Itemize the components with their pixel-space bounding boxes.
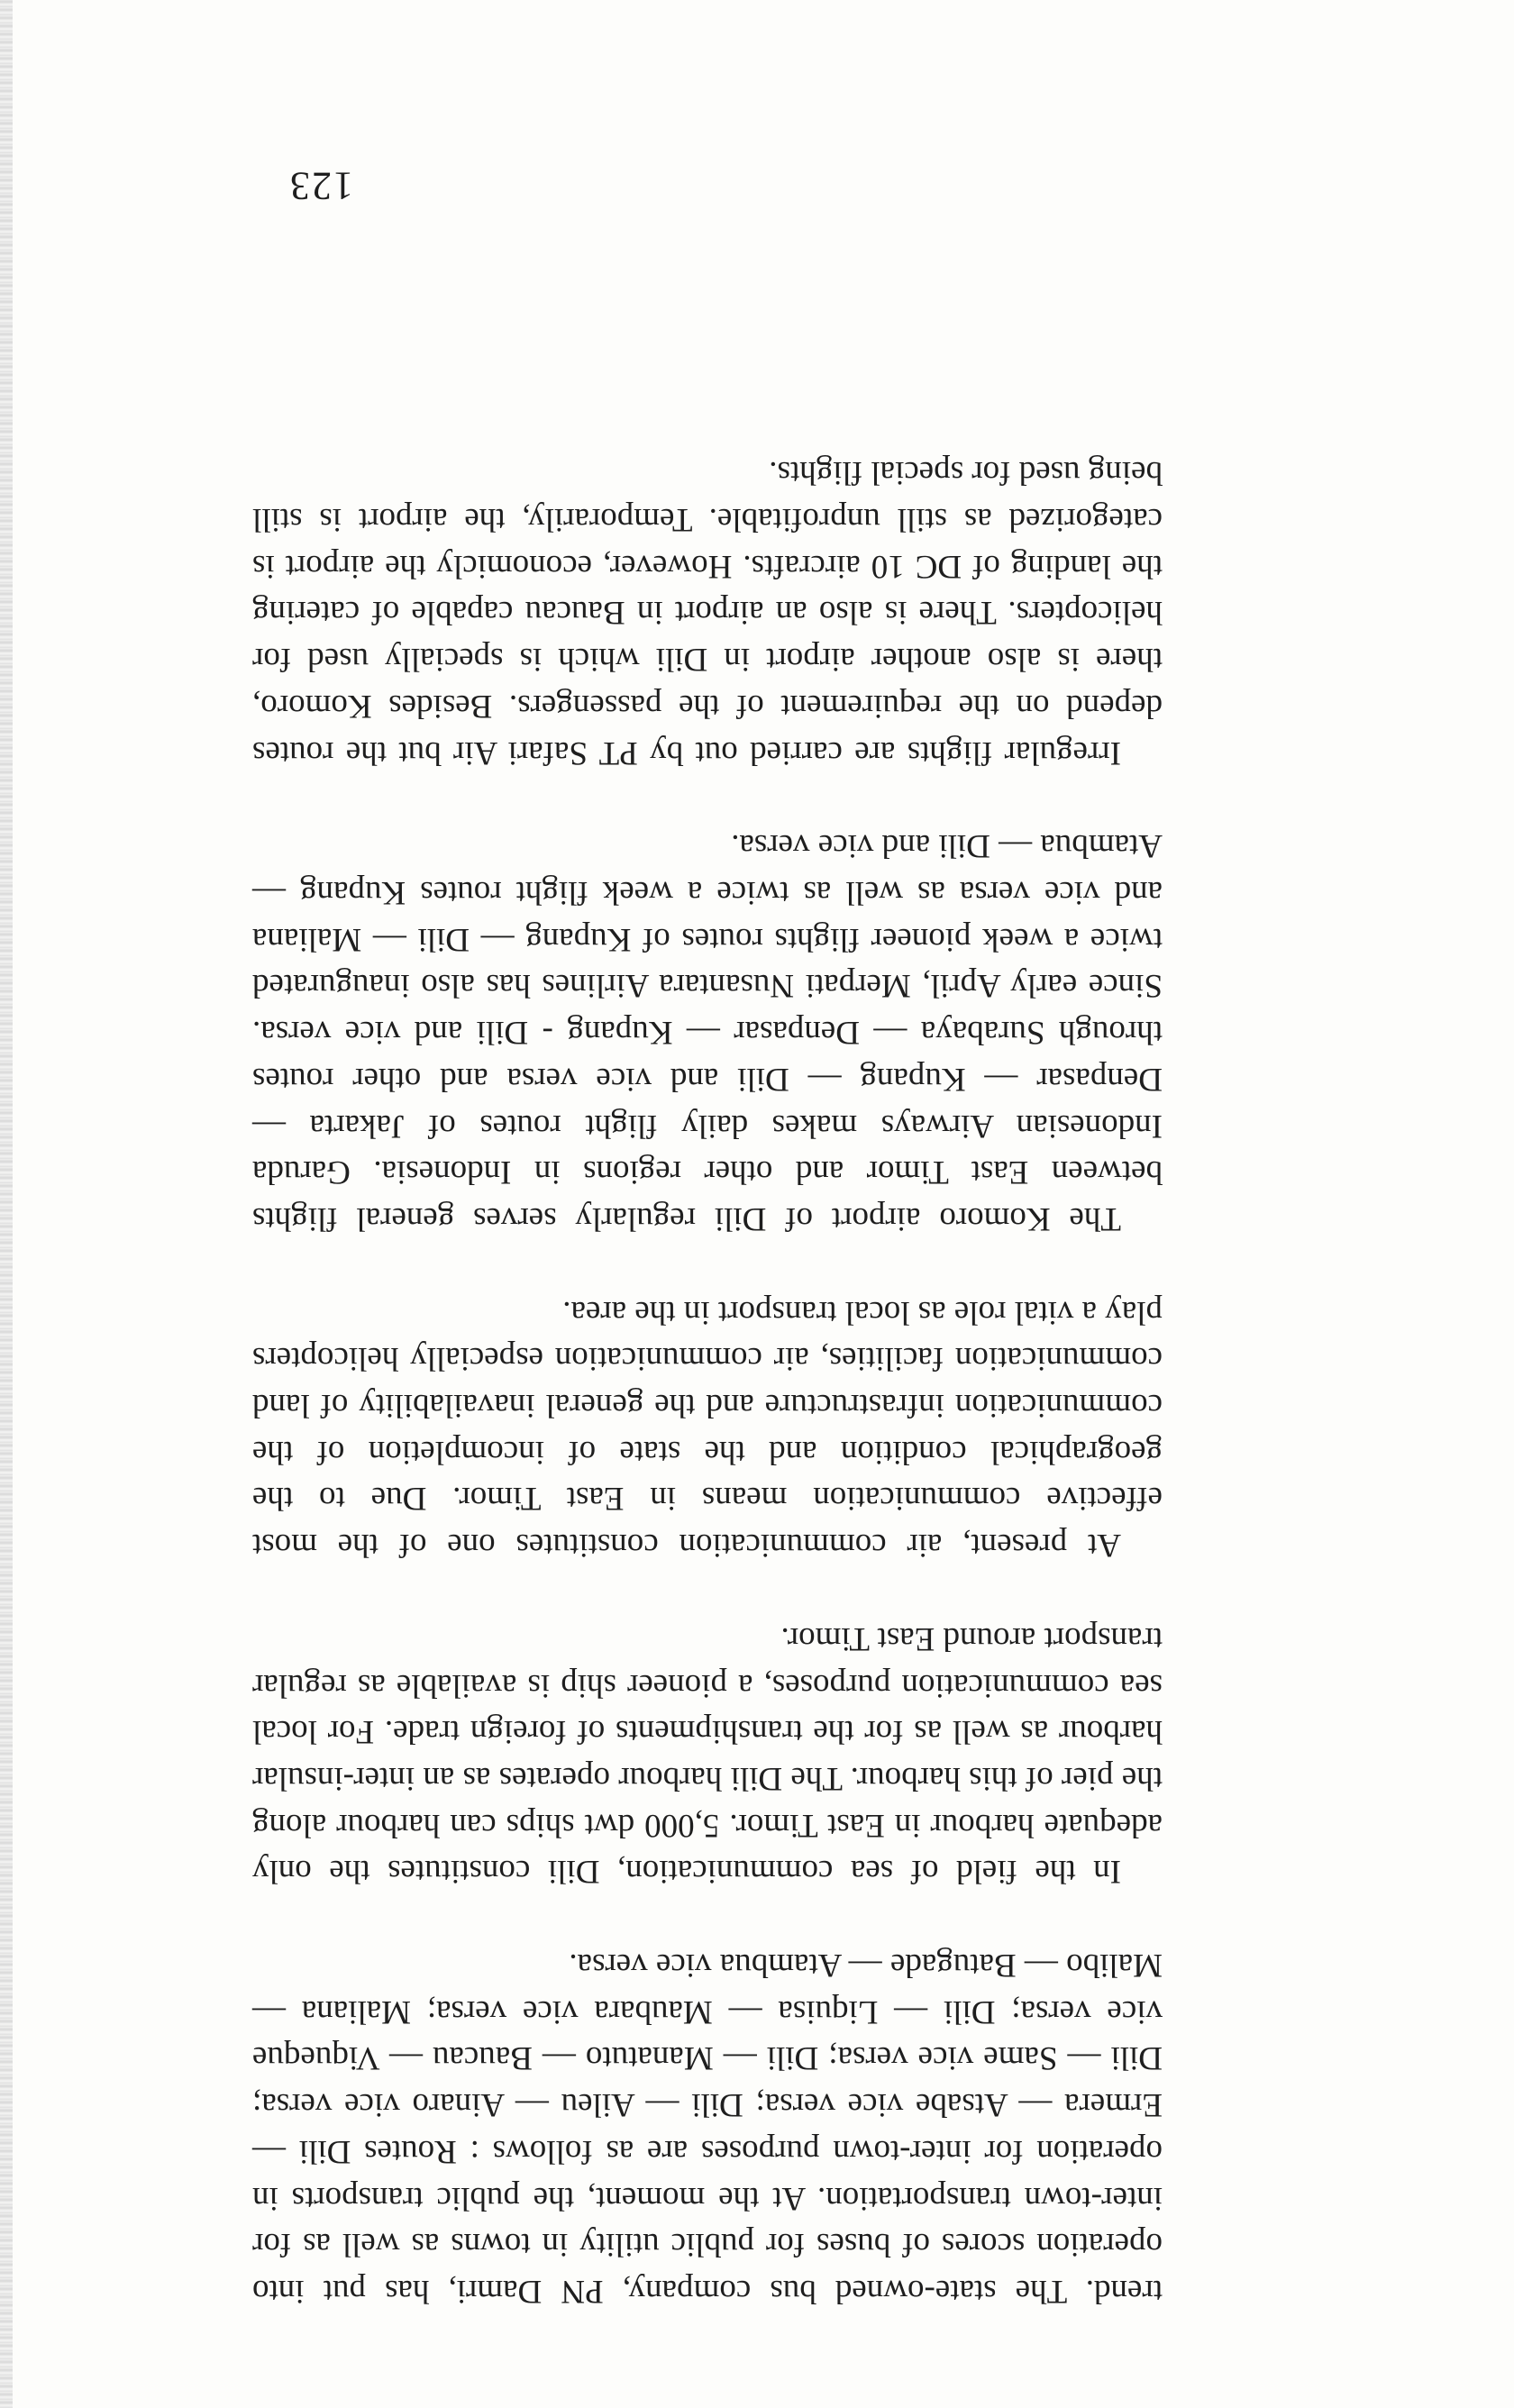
paragraph-komoro-airport: The Komoro airport of Dili regularly serves general flights between East Timor and other regions in Indonesia. Garuda Indonesian Airways makes daily flight routes of Jakarta — Denpasar — Kupang — Dili and vice versa and other routes through Surabaya — Denpasar — Kupang - Dili and vice versa. Since early April, Merpati Nusantara Airlines has also inaugurated twice a week pioneer flights routes of Kupang — Dili — Maliana and vice versa as well as twice a week flight routes Kupang — Atambua — Dili and vice versa.: [252, 827, 1163, 1237]
paragraph-sea-communication: In the field of sea communication, Dili constitutes the only adequate harbour in East Timor. 5,000 dwt ships can harbour along the pier of this harbour. The Dili harbour operates as an inter-insular harbour as well as for the transhipments of foreign trade. For local sea communication purposes, a pioneer ship is available as regular transport around East Timor.: [252, 1619, 1163, 1891]
page-number: 123: [288, 164, 353, 208]
body-text: [252, 403, 1163, 2314]
paragraph-irregular-flights: Irregular flights are carried out by PT Safari Air but the routes depend on the requirement of the passengers. Besides Komoro, there is also another airport in Dili which is specially used for helicopters. There is also an airport in Baucau capable of catering the landing of DC 10 aircrafts. However, economicly the airport is categorized as still unprofitable. Temporarily, the airport is still being used for special flights.: [252, 454, 1163, 771]
scan-edge-artifact: [0, 0, 13, 2408]
paragraph-transport-routes: trend. The state-owned bus company, PN Damri, has put into operation scores of buses for public utility in towns as well as for inter-town transportation. At the moment, the public transports in operation for inter-town purposes are as follows : Routes Dili — Ermera — Atsabe vice versa; Dili — Aileu — Ainaro vice versa; Dili — Same vice versa; Dili — Manatuto — Baucau — Viqueque vice versa; Dili — Liquisa — Maubara vice versa; Maliana — Malibo — Batugade — Atambua vice versa.: [252, 1947, 1163, 2310]
paragraph-air-communication: At present, air communication constitutes one of the most effective communication means in East Timor. Due to the geographical condition and the state of incompletion of the communication infrastructure and the general inavailability of land communication facilities, air communication especially helicopters play a vital role as local transport in the area.: [252, 1293, 1163, 1564]
